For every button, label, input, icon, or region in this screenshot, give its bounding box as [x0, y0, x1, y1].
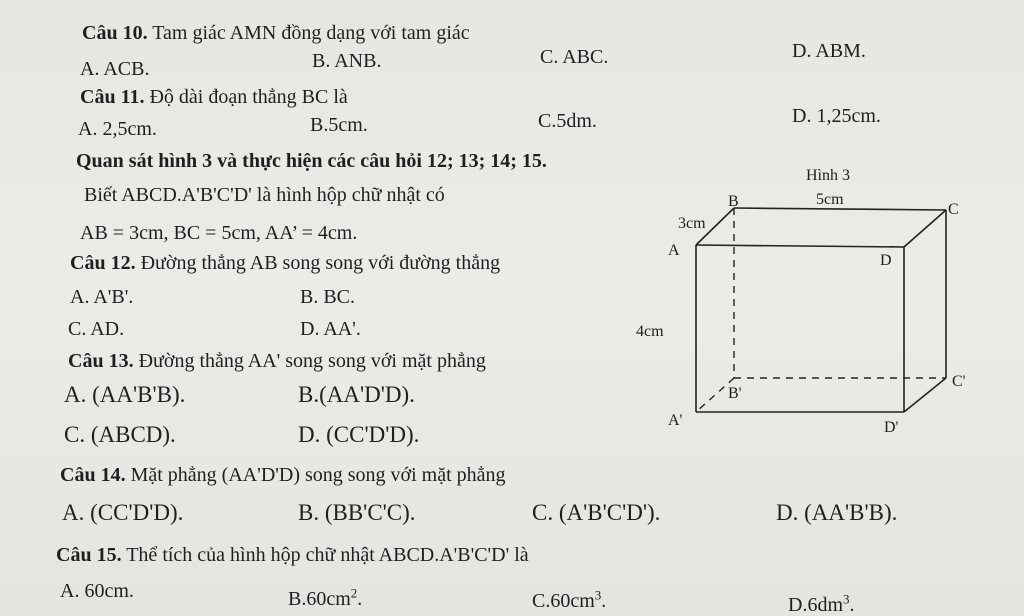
figure-caption: Hình 3 [806, 167, 850, 184]
vertex-label-C2: C' [952, 373, 966, 390]
q15-option-d[interactable]: $D.6dm^3$. [788, 591, 855, 616]
q11-option-b[interactable]: B.5cm. [310, 114, 368, 136]
vertex-label-B: B [728, 193, 739, 210]
dimension-label-ab: 3cm [678, 215, 706, 232]
edge-D2C2 [904, 378, 946, 412]
intro-line-2: AB = 3cm, BC = 5cm, AA’ = 4cm. [80, 222, 358, 244]
q10-text: Tam giác AMN đồng dạng với tam giác [152, 22, 470, 44]
q12-option-a[interactable]: A. A'B'. [70, 286, 134, 308]
q14-option-d[interactable]: D. (AA'B'B). [776, 500, 898, 525]
q15-option-b[interactable]: $B.60cm^2$. [288, 585, 363, 610]
q13-option-a[interactable]: A. (AA'B'B). [64, 382, 186, 407]
q10-option-b[interactable]: B. ANB. [312, 50, 382, 72]
edge-BC [734, 208, 946, 210]
vertex-label-A2: A' [668, 412, 683, 429]
q10-option-d[interactable]: D. ABM. [792, 40, 866, 62]
q13-option-d[interactable]: D. (CC'D'D). [298, 422, 420, 447]
vertex-label-C: C [948, 201, 959, 218]
q11-option-a[interactable]: A. 2,5cm. [78, 118, 157, 140]
q12-label: Câu 12. [70, 252, 136, 274]
q10-label: Câu 10. [82, 22, 148, 44]
q13-text: Đường thẳng AA' song song với mặt phẳng [138, 350, 486, 372]
q14-option-c[interactable]: C. (A'B'C'D'). [532, 500, 661, 525]
q11-option-d[interactable]: D. 1,25cm. [792, 105, 881, 127]
q13-label: Câu 13. [68, 350, 134, 372]
vertex-label-B2: B' [728, 385, 742, 402]
q12-option-d[interactable]: D. AA'. [300, 318, 361, 340]
q15-option-a[interactable]: A. 60cm. [60, 580, 134, 602]
q12-text: Đường thẳng AB song song với đường thẳng [140, 252, 501, 274]
q13-option-b[interactable]: B.(AA'D'D). [298, 382, 415, 407]
q14-option-a[interactable]: A. (CC'D'D). [62, 500, 184, 525]
q14-text: Mặt phẳng (AA'D'D) song song với mặt phẳng [130, 464, 506, 486]
q10-option-a[interactable]: A. ACB. [80, 58, 150, 80]
q11-label: Câu 11. [80, 86, 145, 108]
q12-option-c[interactable]: C. AD. [68, 318, 125, 340]
edge-CD [904, 210, 946, 247]
edge-AD [696, 245, 904, 247]
vertex-label-D: D [880, 252, 892, 269]
q15-option-c[interactable]: $C.60cm^3$. [532, 587, 607, 612]
dimension-label-aa2: 4cm [636, 323, 664, 340]
q11-option-c[interactable]: C.5dm. [538, 110, 597, 132]
vertex-label-A: A [668, 242, 680, 259]
q14-option-b[interactable]: B. (BB'C'C). [298, 500, 416, 525]
q15-text: Thể tích của hình hộp chữ nhật ABCD.A'B'C'D' là [126, 544, 529, 566]
vertex-label-D2: D' [884, 419, 899, 436]
dimension-label-bc: 5cm [816, 191, 844, 208]
q14-label: Câu 14. [60, 464, 126, 486]
intro-line-1: Biết ABCD.A'B'C'D' là hình hộp chữ nhật có [84, 184, 445, 206]
figure-instruction: Quan sát hình 3 và thực hiện các câu hỏi 12; 13; 14; 15. [76, 150, 547, 172]
q15-label: Câu 15. [56, 544, 122, 566]
q12-option-b[interactable]: B. BC. [300, 286, 356, 308]
q11-text: Độ dài đoạn thẳng BC là [149, 86, 348, 108]
q10-option-c[interactable]: C. ABC. [540, 46, 609, 68]
q13-option-c[interactable]: C. (ABCD). [64, 422, 176, 447]
